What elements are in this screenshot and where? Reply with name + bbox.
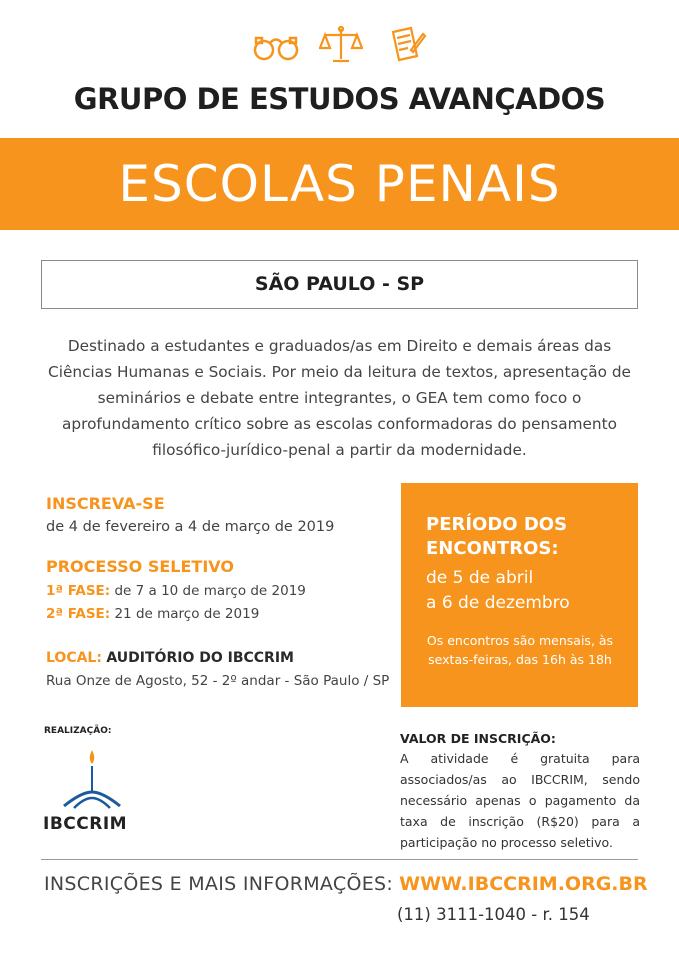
valor-text: A atividade é gratuita para associados/as ao IBCCRIM, sendo necessário apenas o pagamento da taxa de inscrição (R$20) para a participação no processo seletivo. bbox=[400, 751, 640, 850]
phone-number: (11) 3111-1040 - r. 154 bbox=[397, 905, 590, 924]
processo-label: PROCESSO SELETIVO bbox=[46, 557, 234, 576]
periodo-dates-line2: a 6 de dezembro bbox=[426, 593, 570, 613]
periodo-dates bbox=[426, 566, 626, 616]
document-pen-icon bbox=[387, 26, 427, 64]
periodo-label-line2: ENCONTROS: bbox=[426, 538, 559, 559]
group-title: GRUPO DE ESTUDOS AVANÇADOS bbox=[73, 82, 606, 116]
inscreva-dates: de 4 de fevereiro a 4 de março de 2019 bbox=[46, 519, 335, 535]
scales-icon bbox=[319, 26, 363, 64]
fase1-line bbox=[46, 583, 306, 599]
valor-label: VALOR DE INSCRIÇÃO: bbox=[400, 731, 556, 746]
realizacao-label: REALIZAÇÃO: bbox=[44, 726, 112, 736]
ibccrim-logo-icon bbox=[62, 748, 122, 810]
local-value: AUDITÓRIO DO IBCCRIM bbox=[106, 650, 294, 666]
periodo-label-line1: PERÍODO DOS bbox=[426, 514, 568, 535]
info-label: INSCRIÇÕES E MAIS INFORMAÇÕES: bbox=[44, 873, 394, 895]
city-box: SÃO PAULO - SP bbox=[41, 260, 638, 309]
local-label: LOCAL: bbox=[46, 650, 102, 666]
info-line bbox=[44, 873, 648, 895]
title-banner bbox=[0, 138, 679, 230]
description-text: Destinado a estudantes e graduados/as em Direito e demais áreas das Ciências Humanas e Sociais. Por meio da leitura de textos, apresentação de seminários e debate entre integrantes, o GEA tem como foco o aprofundamento crítico sobre as escolas conformadoras do pensamento filosófico-jurídico-penal a partir da modernidade. bbox=[48, 337, 631, 459]
fase1-label: 1ª FASE: bbox=[46, 583, 111, 599]
ibccrim-logo-text: IBCCRIM bbox=[43, 814, 128, 834]
fase2-line bbox=[46, 606, 259, 622]
footer-divider bbox=[41, 859, 638, 860]
fase1-value: de 7 a 10 de março de 2019 bbox=[114, 583, 306, 599]
inscreva-label: INSCREVA-SE bbox=[46, 494, 165, 513]
periodo-note: Os encontros são mensais, às sextas-feiras, das 16h às 18h bbox=[426, 633, 614, 667]
periodo-dates-line1: de 5 de abril bbox=[426, 568, 534, 588]
periodo-label bbox=[426, 513, 626, 561]
fase2-value: 21 de março de 2019 bbox=[114, 606, 260, 622]
banner-title: ESCOLAS PENAIS bbox=[118, 155, 561, 213]
local-line bbox=[46, 650, 294, 666]
local-address: Rua Onze de Agosto, 52 - 2º andar - São Paulo / SP bbox=[46, 673, 390, 689]
header-icons bbox=[253, 26, 428, 66]
website-link[interactable]: WWW.IBCCRIM.ORG.BR bbox=[399, 873, 648, 895]
handcuffs-icon bbox=[253, 26, 299, 64]
fase2-label: 2ª FASE: bbox=[46, 606, 111, 622]
